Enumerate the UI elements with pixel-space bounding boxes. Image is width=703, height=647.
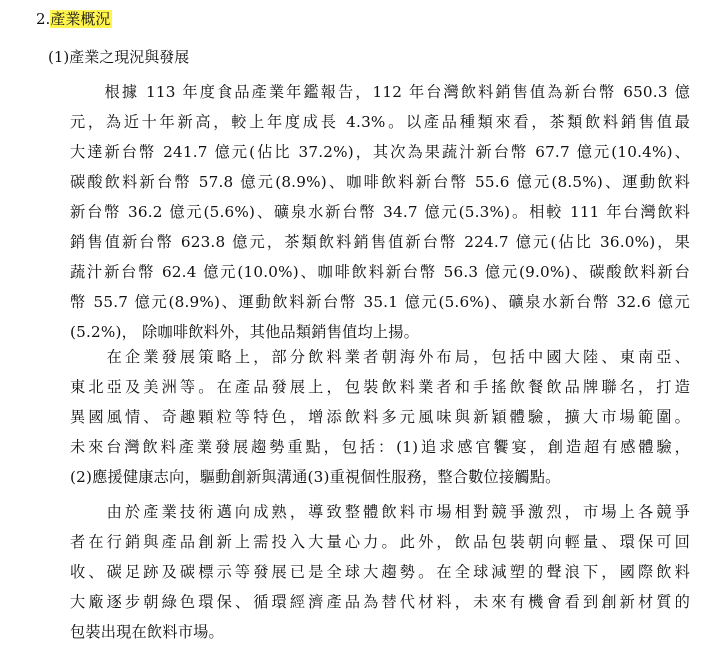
paragraph-line: 未來台灣飲料產業發展趨勢重點，包括：(1)追求感官饗宴，創造超有感體驗， [70,438,690,456]
paragraph-industry-status [70,77,690,347]
paragraph-line: 異國風情、奇趣顆粒等特色，增添飲料多元風味與新穎體驗，擴大市場範圍。 [70,408,690,426]
paragraph-line: 東北亞及美洲等。在產品發展上，包裝飲料業者和手搖飲餐飲品牌聯名，打造 [70,378,690,396]
paragraph-market-competition [70,497,690,647]
paragraph-line: 根據 113 年度食品產業年鑑報告，112 年台灣飲料銷售值為新台幣 650.3 億 [70,83,690,101]
section-heading [36,8,112,30]
paragraph-line: 者在行銷與產品創新上需投入大量心力。此外，飲品包裝朝向輕量、環保可回 [70,533,690,551]
paragraph-line: 銷售值新台幣 623.8 億元，茶類飲料銷售值新台幣 224.7 億元(佔比 36.0%)，果 [70,233,690,251]
paragraph-line: 大達新台幣 241.7 億元(佔比 37.2%)，其次為果蔬汁新台幣 67.7 億元(10.4%)、 [70,143,690,161]
paragraph-line: 蔬汁新台幣 62.4 億元(10.0%)、咖啡飲料新台幣 56.3 億元(9.0%)、碳酸飲料新台 [70,263,690,281]
subsection-heading: (1)產業之現況與發展 [48,48,190,66]
paragraph-business-strategy [70,342,690,492]
paragraph-line: 在企業發展策略上，部分飲料業者朝海外布局，包括中國大陸、東南亞、 [70,348,690,366]
paragraph-line: 包裝出現在飲料市場。 [70,623,224,641]
paragraph-line: (2)應援健康志向，驅動創新與溝通(3)重視個性服務，整合數位接觸點。 [70,468,561,486]
paragraph-line: 新台幣 36.2 億元(5.6%)、礦泉水新台幣 34.7 億元(5.3%)。相較 111 年台灣飲料 [70,203,690,221]
paragraph-line: 收、碳足跡及碳標示等發展已是全球大趨勢。在全球減塑的聲浪下，國際飲料 [70,563,690,581]
paragraph-line: (5.2%)， 除咖啡飲料外，其他品類銷售值均上揚。 [70,323,420,341]
section-title-highlighted: 產業概況 [50,10,111,28]
paragraph-line: 大廠逐步朝綠色環保、循環經濟產品為替代材料，未來有機會看到創新材質的 [70,593,690,611]
paragraph-line: 幣 55.7 億元(8.9%)、運動飲料新台幣 35.1 億元(5.6%)、礦泉水新台幣 32.6 億元 [70,293,690,311]
paragraph-line: 由於產業技術邁向成熟，導致整體飲料市場相對競爭激烈，市場上各競爭 [70,503,690,521]
paragraph-line: 元，為近十年新高，較上年度成長 4.3%。以產品種類來看，茶類飲料銷售值最 [70,113,690,131]
paragraph-line: 碳酸飲料新台幣 57.8 億元(8.9%)、咖啡飲料新台幣 55.6 億元(8.5%)、運動飲料 [70,173,690,191]
section-number: 2. [36,10,51,28]
